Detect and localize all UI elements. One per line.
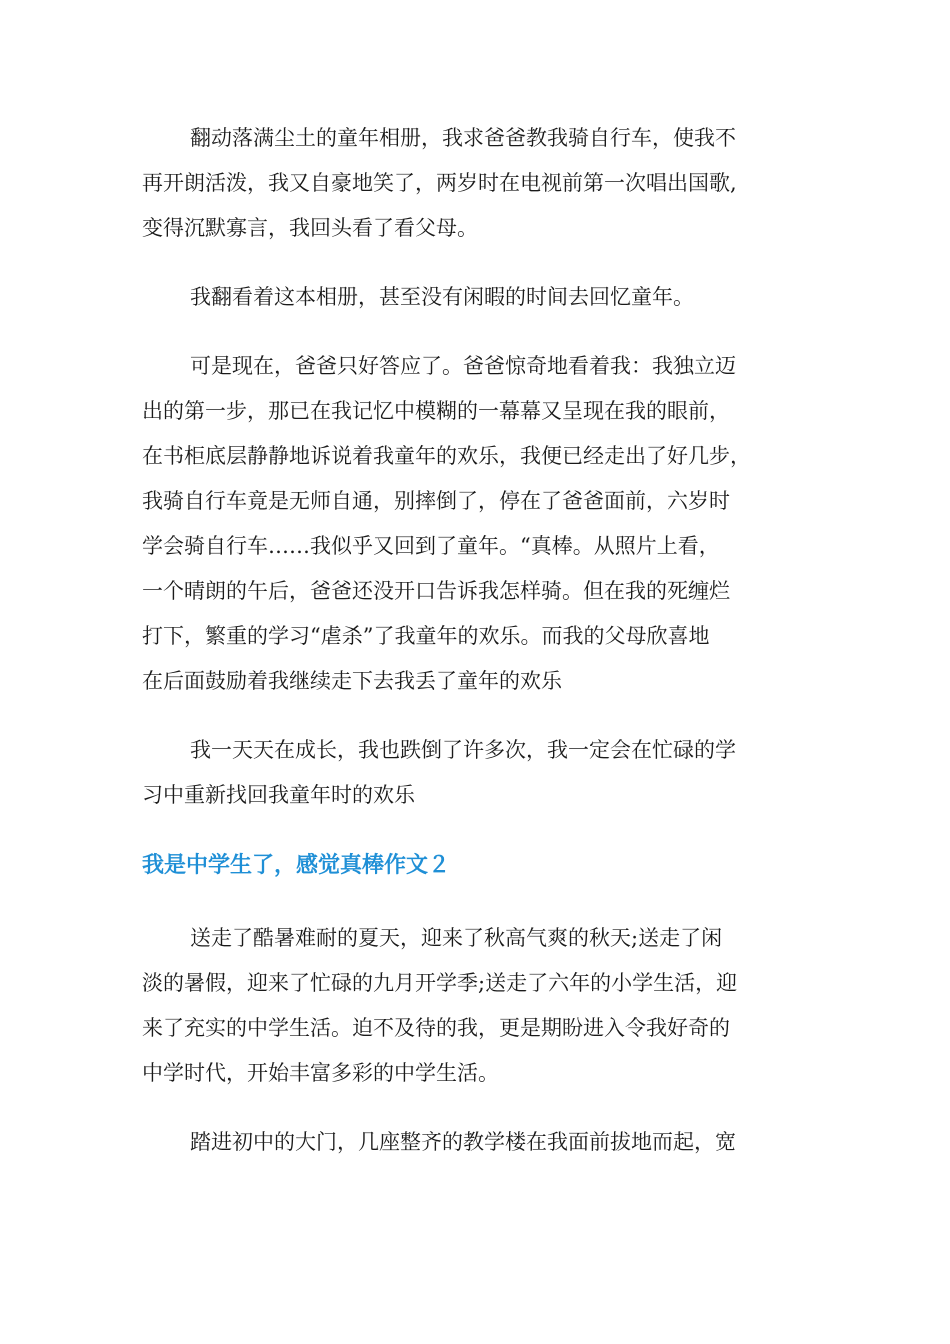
- text-line: 学会骑自行车……我似乎又回到了童年。“真棒。从照片上看，: [142, 534, 720, 558]
- text-line: 可是现在，爸爸只好答应了。爸爸惊奇地看着我：我独立迈: [190, 354, 736, 378]
- text-line: 我一天天在成长，我也跌倒了许多次，我一定会在忙碌的学: [190, 738, 736, 762]
- paragraph-1: [142, 116, 810, 251]
- text-line: 翻动落满尘土的童年相册，我求爸爸教我骑自行车，使我不: [190, 126, 736, 150]
- text-line: 踏进初中的大门，几座整齐的教学楼在我面前拔地而起，宽: [190, 1130, 736, 1154]
- text-line: 来了充实的中学生活。迫不及待的我，更是期盼进入令我好奇的: [142, 1016, 730, 1040]
- text-line: 淡的暑假，迎来了忙碌的九月开学季;送走了六年的小学生活，迎: [142, 971, 738, 995]
- text-line: 变得沉默寡言，我回头看了看父母。: [142, 216, 478, 240]
- text-line: 在书柜底层静静地诉说着我童年的欢乐，我便已经走出了好几步，: [142, 444, 751, 468]
- text-line: 我翻看着这本相册，甚至没有闲暇的时间去回忆童年。: [190, 285, 694, 309]
- text-line: 再开朗活泼，我又自豪地笑了，两岁时在电视前第一次唱出国歌,: [142, 171, 737, 195]
- text-line: 送走了酷暑难耐的夏天，迎来了秋高气爽的秋天;送走了闲: [190, 926, 723, 950]
- paragraph-5: [142, 916, 810, 1096]
- text-line: 一个晴朗的午后，爸爸还没开口告诉我怎样骑。但在我的死缠烂: [142, 579, 730, 603]
- paragraph-3: [142, 344, 810, 704]
- document-body: [142, 116, 810, 1189]
- section-heading: 我是中学生了，感觉真棒作文２: [142, 853, 451, 878]
- text-line: 中学时代，开始丰富多彩的中学生活。: [142, 1061, 499, 1085]
- paragraph-2: [142, 275, 810, 320]
- text-line: 习中重新找回我童年时的欢乐: [142, 783, 415, 807]
- text-line: 打下，繁重的学习“虐杀”了我童年的欢乐。而我的父母欣喜地: [142, 624, 710, 648]
- text-line: 出的第一步，那已在我记忆中模糊的一幕幕又呈现在我的眼前，: [142, 399, 730, 423]
- paragraph-4: [142, 728, 810, 818]
- paragraph-6: [142, 1120, 810, 1165]
- text-line: 我骑自行车竟是无师自通，别摔倒了，停在了爸爸面前，六岁时: [142, 489, 730, 513]
- text-line: 在后面鼓励着我继续走下去我丢了童年的欢乐: [142, 669, 562, 693]
